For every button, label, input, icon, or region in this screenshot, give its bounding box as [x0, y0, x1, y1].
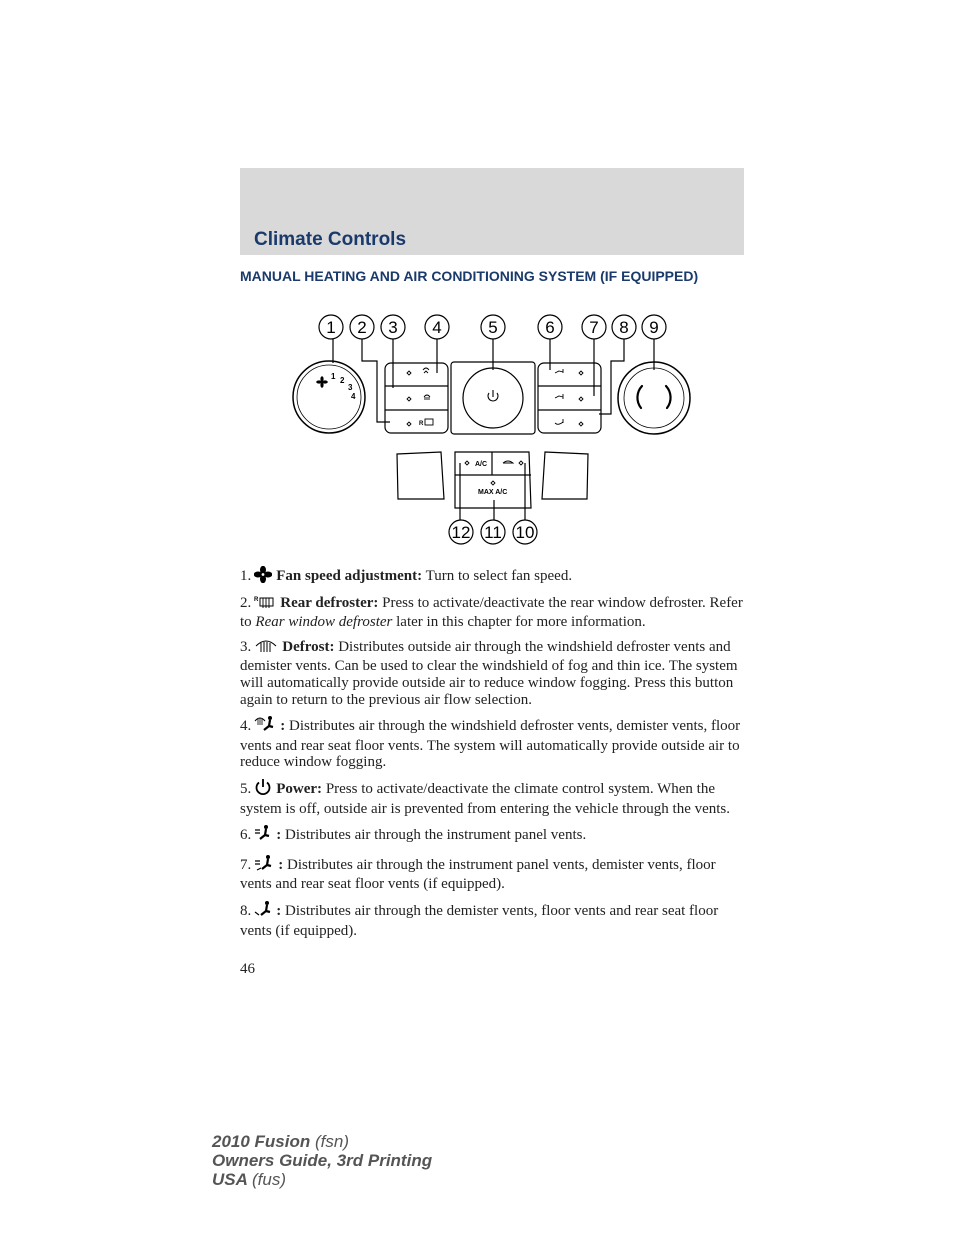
list-item: 2. R Rear defroster: Press to activate/deactivate the rear window defroster. Refer to Rear window defroster later in this chapter for more information.: [240, 594, 743, 631]
document-footer: 2010 Fusion (fsn) Owners Guide, 3rd Printing USA (fus): [212, 1132, 433, 1189]
max-ac-label: MAX A/C: [478, 489, 508, 496]
list-item: 1. Fan speed adjustment: Turn to select fan speed.: [240, 566, 746, 588]
list-item: 4. : Distributes air through the windshield defroster vents, demister vents, floor vents and rear seat floor vents. The system will automatically provide outside air to reduce window fogging.: [240, 715, 746, 771]
section-heading: MANUAL HEATING AND AIR CONDITIONING SYSTEM (IF EQUIPPED): [240, 268, 699, 284]
fan-glyph: [316, 376, 328, 388]
page-number: 46: [240, 961, 255, 977]
callout-11: 11: [484, 523, 502, 542]
temperature-dial: [618, 362, 690, 434]
fan-dial-numbers: [331, 372, 356, 401]
list-item: 8. : Distributes air through the demister vents, floor vents and rear seat floor vents (if equipped).: [240, 900, 746, 939]
callout-12: 12: [451, 523, 471, 542]
panel-vent-icon: [254, 824, 272, 847]
callout-9: 9: [649, 318, 659, 337]
callout-4: 4: [432, 318, 442, 337]
svg-text:R: R: [254, 596, 259, 603]
climate-control-diagram: [285, 308, 705, 554]
rear-defrost-label: R: [419, 421, 424, 427]
callout-7: 7: [589, 318, 599, 337]
fan-speed-2: 2: [340, 376, 345, 385]
floor-icon: [254, 900, 272, 923]
item-list: [240, 566, 746, 946]
callout-8: 8: [619, 318, 629, 337]
callout-3: 3: [388, 318, 398, 337]
fan-speed-1: 1: [331, 372, 336, 381]
right-lower-vent: [542, 452, 588, 499]
ac-label: A/C: [475, 461, 488, 468]
defrost-icon: [254, 638, 278, 659]
power-icon: [254, 778, 272, 801]
callout-2: 2: [357, 318, 367, 337]
power-symbol: [488, 390, 498, 401]
chapter-title: Climate Controls: [254, 229, 407, 250]
fan-icon: [254, 566, 272, 588]
defrost-floor-icon: [254, 715, 276, 738]
list-item: 6. : Distributes air through the instrument panel vents.: [240, 824, 746, 847]
fan-speed-3: 3: [348, 383, 353, 392]
callout-6: 6: [545, 318, 555, 337]
rear-defroster-icon: [254, 595, 276, 615]
fan-speed-4: 4: [351, 392, 356, 401]
right-button-column: [538, 363, 601, 433]
left-lower-vent: [397, 452, 444, 499]
ac-button-block: [455, 452, 531, 508]
button-mode-glyphs: [423, 368, 563, 463]
callout-1: 1: [326, 318, 336, 337]
list-item: 3. Defrost: Distributes outside air through the windshield defroster vents and demister vents. Can be used to clear the windshield of fog and thin ice. The system will automatically provide outside air to reduce window fogging. Press this button again to return to the previous air flow selection.: [240, 638, 738, 708]
chapter-header-band: [240, 168, 744, 255]
power-knob: [463, 368, 523, 428]
list-item: 5. Power: Press to activate/deactivate the climate control system. When the system is off, outside air is prevented from entering the vehicle through the vents.: [240, 778, 746, 817]
callout-10: 10: [515, 523, 535, 542]
callout-5: 5: [488, 318, 498, 337]
panel-floor-icon: [254, 854, 274, 877]
list-item: 7. : Distributes air through the instrument panel vents, demister vents, floor vents and rear seat floor vents (if equipped).: [240, 854, 746, 893]
button-text-labels: [419, 421, 507, 496]
left-button-column: [385, 363, 448, 433]
leader-line-8: [599, 339, 624, 414]
